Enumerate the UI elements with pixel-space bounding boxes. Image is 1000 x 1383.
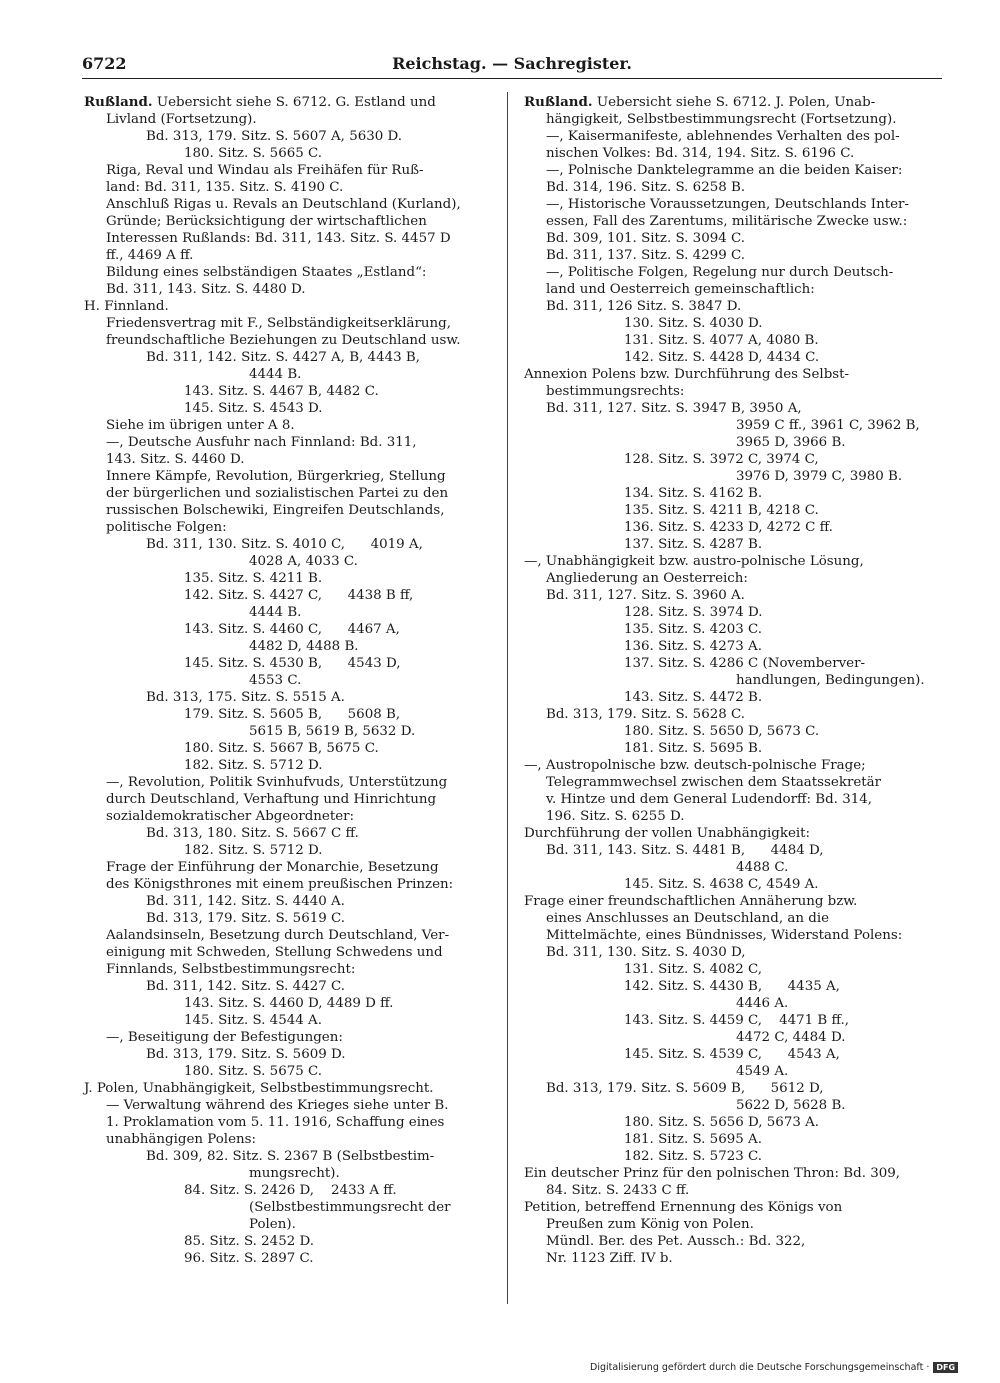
index-line: Bd. 311, 130. Sitz. S. 4030 D, [546,945,746,960]
entry-text: Uebersicht siehe S. 6712. J. Polen, Unab- [592,95,876,110]
index-line: Mündl. Ber. des Pet. Aussch.: Bd. 322, [546,1234,806,1249]
index-line: Bd. 313, 179. Sitz. S. 5609 B, 5612 D, [546,1081,824,1096]
column-divider [507,92,508,1304]
index-line: des Königsthrones mit einem preußischen Prinzen: [106,877,454,892]
index-line: Bd. 309, 82. Sitz. S. 2367 B (Selbstbestim- [146,1149,435,1164]
index-line: 180. Sitz. S. 5665 C. [184,146,323,161]
index-line: Siehe im übrigen unter A 8. [106,418,295,433]
index-line: 181. Sitz. S. 5695 A. [624,1132,762,1147]
index-line: 4482 D, 4488 B. [249,639,359,654]
index-line: 196. Sitz. S. 6255 D. [546,809,685,824]
index-line: 130. Sitz. S. 4030 D. [624,316,763,331]
index-line: Bd. 313, 179. Sitz. S. 5619 C. [146,911,346,926]
index-line: 142. Sitz. S. 4427 C, 4438 B ff, [184,588,414,603]
index-line: 142. Sitz. S. 4428 D, 4434 C. [624,350,820,365]
index-line: nischen Volkes: Bd. 314, 194. Sitz. S. 6196 C. [546,146,855,161]
index-line: hängigkeit, Selbstbestimmungsrecht (Fortsetzung). [546,112,897,127]
index-line: —, Beseitigung der Befestigungen: [106,1030,343,1045]
index-line: Bd. 311, 142. Sitz. S. 4427 A, B, 4443 B, [146,350,420,365]
index-line: Bildung eines selbständigen Staates „Estland“: [106,265,427,280]
entry-heading: Rußland. [84,94,153,110]
index-line: 180. Sitz. S. 5656 D, 5673 A. [624,1115,820,1130]
index-line: —, Kaisermanifeste, ablehnendes Verhalten des pol- [546,129,900,144]
index-line: 143. Sitz. S. 4467 B, 4482 C. [184,384,379,399]
index-line: 4444 B. [249,605,302,620]
index-line: Bd. 311, 127. Sitz. S. 3960 A. [546,588,745,603]
index-line: —, Historische Voraussetzungen, Deutschlands Inter- [546,197,909,212]
index-line: Bd. 311, 126 Sitz. S. 3847 D. [546,299,742,314]
index-line: Mittelmächte, eines Bündnisses, Widerstand Polens: [546,928,903,943]
index-line: Frage der Einführung der Monarchie, Besetzung [106,860,439,875]
index-line: unabhängigen Polens: [106,1132,257,1147]
index-line: 142. Sitz. S. 4430 B, 4435 A, [624,979,840,994]
index-line: Bd. 311, 143. Sitz. S. 4480 D. [106,282,306,297]
index-line: ff., 4469 A ff. [106,248,194,263]
index-line: 4446 A. [736,996,789,1011]
index-line: 4549 A. [736,1064,789,1079]
index-line: Bd. 311, 142. Sitz. S. 4440 A. [146,894,345,909]
index-line: politische Folgen: [106,520,227,535]
index-line: 135. Sitz. S. 4211 B, 4218 C. [624,503,819,518]
index-line: bestimmungsrechts: [546,384,685,399]
index-line: 128. Sitz. S. 3974 D. [624,605,763,620]
index-line: 3976 D, 3979 C, 3980 B. [736,469,903,484]
index-line: Livland (Fortsetzung). [106,112,257,127]
page-header [82,52,942,82]
index-line: 84. Sitz. S. 2426 D, 2433 A ff. [184,1183,397,1198]
index-line: Aalandsinseln, Besetzung durch Deutschland, Ver- [106,928,450,943]
index-line: 180. Sitz. S. 5667 B, 5675 C. [184,741,379,756]
index-line: Bd. 311, 137. Sitz. S. 4299 C. [546,248,746,263]
index-line: Bd. 311, 127. Sitz. S. 3947 B, 3950 A, [546,401,802,416]
index-line: — Verwaltung während des Krieges siehe unter B. [106,1098,449,1113]
index-line: v. Hintze und dem General Ludendorff: Bd. 314, [546,792,873,807]
index-line: Riga, Reval und Windau als Freihäfen für Ruß- [106,163,424,178]
index-line: 182. Sitz. S. 5712 D. [184,758,323,773]
index-line: 145. Sitz. S. 4539 C, 4543 A, [624,1047,840,1062]
index-line: Bd. 311, 130. Sitz. S. 4010 C, 4019 A, [146,537,423,552]
index-line: einigung mit Schweden, Stellung Schwedens und [106,945,443,960]
index-line: 96. Sitz. S. 2897 C. [184,1251,314,1266]
index-line: 182. Sitz. S. 5712 D. [184,843,323,858]
index-line [524,94,944,111]
index-line: Angliederung an Oesterreich: [546,571,748,586]
index-line: land: Bd. 311, 135. Sitz. S. 4190 C. [106,180,344,195]
index-line: 136. Sitz. S. 4273 A. [624,639,762,654]
index-line: land und Oesterreich gemeinschaftlich: [546,282,815,297]
index-line: Innere Kämpfe, Revolution, Bürgerkrieg, Stellung [106,469,446,484]
index-line: 143. Sitz. S. 4460 C, 4467 A, [184,622,400,637]
index-line: 4488 C. [736,860,789,875]
index-line: 137. Sitz. S. 4287 B. [624,537,763,552]
index-line: Bd. 313, 179. Sitz. S. 5607 A, 5630 D. [146,129,403,144]
index-line: 4553 C. [249,673,302,688]
index-line: Durchführung der vollen Unabhängigkeit: [524,826,811,841]
index-line: H. Finnland. [84,299,169,314]
index-line [84,94,504,111]
index-line: 137. Sitz. S. 4286 C (Novemberver- [624,656,866,671]
index-line: 1. Proklamation vom 5. 11. 1916, Schaffung eines [106,1115,445,1130]
index-line: 3959 C ff., 3961 C, 3962 B, [736,418,920,433]
footer [590,1362,958,1373]
index-line: 85. Sitz. S. 2452 D. [184,1234,315,1249]
index-line: 5615 B, 5619 B, 5632 D. [249,724,416,739]
index-line: Bd. 313, 179. Sitz. S. 5609 D. [146,1047,346,1062]
index-line: Preußen zum König von Polen. [546,1217,754,1232]
index-line: der bürgerlichen und sozialistischen Partei zu den [106,486,449,501]
index-line: Finnlands, Selbstbestimmungsrecht: [106,962,356,977]
index-line: —, Polnische Danktelegramme an die beiden Kaiser: [546,163,903,178]
index-line: Nr. 1123 Ziff. IV b. [546,1251,673,1266]
index-line: Annexion Polens bzw. Durchführung des Selbst- [524,367,850,382]
index-line: Gründe; Berücksichtigung der wirtschaftlichen [106,214,427,229]
index-line: essen, Fall des Zarentums, militärische Zwecke usw.: [546,214,908,229]
index-line: 143. Sitz. S. 4459 C, 4471 B ff., [624,1013,850,1028]
index-line: Frage einer freundschaftlichen Annäherung bzw. [524,894,858,909]
index-line: —, Revolution, Politik Svinhufvuds, Unterstützung [106,775,448,790]
index-line: Telegrammwechsel zwischen dem Staatssekretär [546,775,882,790]
index-line: —, Deutsche Ausfuhr nach Finnland: Bd. 311, [106,435,417,450]
index-line: sozialdemokratischer Abgeordneter: [106,809,355,824]
index-line: Petition, betreffend Ernennung des Königs von [524,1200,843,1215]
right-column [524,94,944,1267]
index-line: 4472 C, 4484 D. [736,1030,846,1045]
index-line: 5622 D, 5628 B. [736,1098,846,1113]
index-line: Bd. 311, 142. Sitz. S. 4427 C. [146,979,346,994]
index-line: 136. Sitz. S. 4233 D, 4272 C ff. [624,520,833,535]
index-line: Anschluß Rigas u. Revals an Deutschland (Kurland), [106,197,461,212]
index-line: 131. Sitz. S. 4077 A, 4080 B. [624,333,819,348]
index-line: 145. Sitz. S. 4530 B, 4543 D, [184,656,401,671]
entry-heading: Rußland. [524,94,593,110]
index-line: Bd. 313, 175. Sitz. S. 5515 A. [146,690,345,705]
index-line: 128. Sitz. S. 3972 C, 3974 C, [624,452,819,467]
index-line: mungsrecht). [249,1166,340,1181]
index-line: 180. Sitz. S. 5650 D, 5673 C. [624,724,820,739]
index-line: russischen Bolschewiki, Eingreifen Deutschlands, [106,503,445,518]
index-line: 179. Sitz. S. 5605 B, 5608 B, [184,707,401,722]
index-line: Bd. 313, 180. Sitz. S. 5667 C ff. [146,826,359,841]
index-line: 145. Sitz. S. 4543 D. [184,401,323,416]
index-line: Ein deutscher Prinz für den polnischen Thron: Bd. 309, [524,1166,901,1181]
left-column [84,94,504,1267]
dfg-logo: DFG [933,1362,958,1373]
index-line: Bd. 313, 179. Sitz. S. 5628 C. [546,707,746,722]
index-line: 4028 A, 4033 C. [249,554,358,569]
footer-text: Digitalisierung gefördert durch die Deutsche Forschungsgemeinschaft · [590,1362,930,1373]
index-line: eines Anschlusses an Deutschland, an die [546,911,830,926]
index-line: 145. Sitz. S. 4544 A. [184,1013,322,1028]
index-line: —, Austropolnische bzw. deutsch-polnische Frage; [524,758,866,773]
index-line: 134. Sitz. S. 4162 B. [624,486,763,501]
index-line: 143. Sitz. S. 4460 D, 4489 D ff. [184,996,394,1011]
header-rule [82,78,942,79]
index-line: —, Politische Folgen, Regelung nur durch Deutsch- [546,265,894,280]
index-line: 4444 B. [249,367,302,382]
index-line: J. Polen, Unabhängigkeit, Selbstbestimmungsrecht. [84,1081,434,1096]
index-line: 143. Sitz. S. 4472 B. [624,690,763,705]
entry-text: Uebersicht siehe S. 6712. G. Estland und [152,95,436,110]
index-line: 182. Sitz. S. 5723 C. [624,1149,763,1164]
index-line: handlungen, Bedingungen). [736,673,925,688]
index-line: Bd. 311, 143. Sitz. S. 4481 B, 4484 D, [546,843,824,858]
index-line: freundschaftliche Beziehungen zu Deutschland usw. [106,333,461,348]
index-line: 3965 D, 3966 B. [736,435,846,450]
index-line: (Selbstbestimmungsrecht der [249,1200,451,1215]
index-line: Interessen Rußlands: Bd. 311, 143. Sitz. S. 4457 D [106,231,451,246]
index-line: 145. Sitz. S. 4638 C, 4549 A. [624,877,819,892]
index-line: Friedensvertrag mit F., Selbständigkeitserklärung, [106,316,451,331]
index-line: 131. Sitz. S. 4082 C, [624,962,763,977]
index-line: 135. Sitz. S. 4211 B. [184,571,323,586]
index-line: 181. Sitz. S. 5695 B. [624,741,763,756]
index-line: Bd. 309, 101. Sitz. S. 3094 C. [546,231,746,246]
index-line: durch Deutschland, Verhaftung und Hinrichtung [106,792,437,807]
index-line: Polen). [249,1217,296,1232]
index-line: 84. Sitz. S. 2433 C ff. [546,1183,690,1198]
running-title: Reichstag. — Sachregister. [392,54,632,73]
index-line: 135. Sitz. S. 4203 C. [624,622,763,637]
index-line: 143. Sitz. S. 4460 D. [106,452,245,467]
page-number: 6722 [82,54,127,73]
index-line: 180. Sitz. S. 5675 C. [184,1064,323,1079]
index-line: —, Unabhängigkeit bzw. austro-polnische Lösung, [524,554,864,569]
index-line: Bd. 314, 196. Sitz. S. 6258 B. [546,180,746,195]
